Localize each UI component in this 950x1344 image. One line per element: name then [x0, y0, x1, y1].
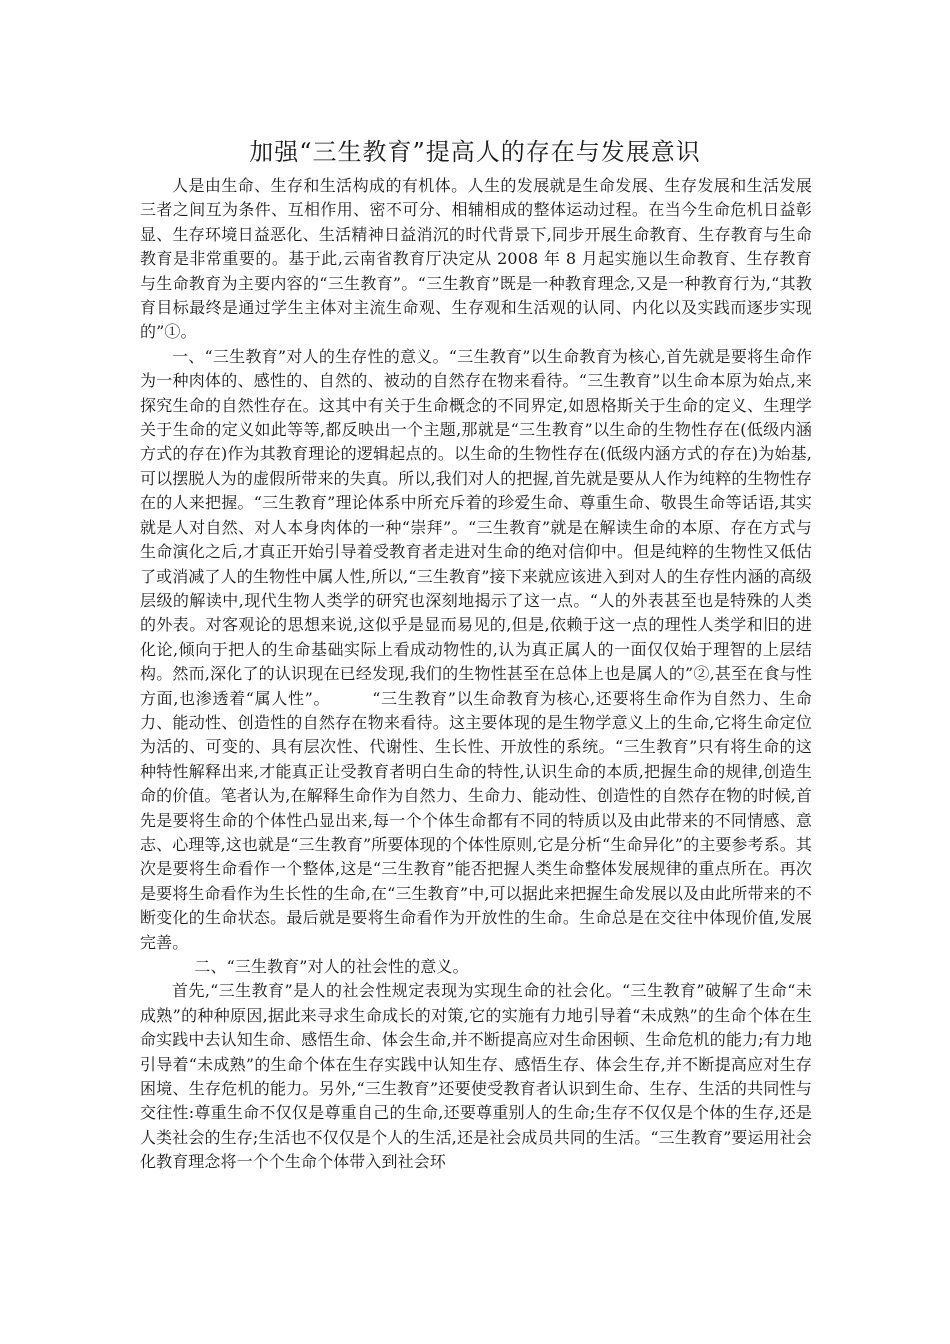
document-body: [140, 174, 812, 1175]
paragraph-section-two: 首先,“三生教育”是人的社会性规定表现为实现生命的社会化。“三生教育”破解了生命“未成熟”的种种原因,据此来寻求生命成长的对策,它的实施有力地引导着“未成熟”的生命个体在生命实践中去认知生命、感悟生命、体会生命,并不断提高应对生命困顿、生命危机的能力;有力地引导着“未成熟”的生命个体在生存实践中认知生存、感悟生存、体会生存,并不断提高应对生存困境、生存危机的能力。另外,“三生教育”还要使受教育者认识到生命、生存、生活的共同性与交往性:尊重生命不仅仅是尊重自己的生命,还要尊重别人的生命;生存不仅仅是个体的生存,还是人类社会的生存;生活也不仅仅是个人的生活,还是社会成员共同的生活。“三生教育”要运用社会化教育理念将一个个生命个体带入到社会环: [140, 981, 812, 1172]
document-title: 加强“三生教育”提高人的存在与发展意识: [249, 138, 701, 166]
paragraph-intro: 人是由生命、生存和生活构成的有机体。人生的发展就是生命发展、生存发展和生活发展三者之间互为条件、互相作用、密不可分、相辅相成的整体运动过程。在当今生命危机日益彰显、生存环境日益恶化、生活精神日益消沉的时代背景下,同步开展生命教育、生存教育与生命教育是非常重要的。基于此,云南省教育厅决定从 2008 年 8 月起实施以生命教育、生存教育与生命教育为主要内容的“三生教育”。“三生教育”既是一种教育理念,又是一种教育行为,“其教育目标最终是通过学生主体对主流生命观、生存观和生活观的认同、内化以及实践而逐步实现的”①。: [140, 176, 812, 342]
section-two-heading: 二、“三生教育”对人的社会性的意义。: [194, 957, 469, 976]
paragraph-section-one: 一、“三生教育”对人的生存性的意义。“三生教育”以生命教育为核心,首先就是要将生命作为一种肉体的、感性的、自然的、被动的自然存在物来看待。“三生教育”以生命本原为始点,来探究生命的自然性存在。这其中有关于生命概念的不同界定,如恩格斯关于生命的定义、生理学关于生命的定义如此等等,都反映出一个主题,那就是“三生教育”以生命的生物性存在(低级内涵方式的存在)作为其教育理论的逻辑起点的。以生命的生物性存在(低级内涵方式的存在)为始基,可以摆脱人为的虚假所带来的失真。所以,我们对人的把握,首先就是要从人作为纯粹的生物性存在的人来把握。“三生教育”理论体系中所充斥着的珍爱生命、尊重生命、敬畏生命等话语,其实就是人对自然、对人本身肉体的一种“崇拜”。“三生教育”就是在解读生命的本原、存在方式与生命演化之后,才真正开始引导着受教育者走进对生命的绝对信仰中。但是纯粹的生物性又低估了或消减了人的生物性中属人性,所以,“三生教育”接下来就应该进入到对人的生存性内涵的高级层级的解读中,现代生物人类学的研究也深刻地揭示了这一点。“人的外表甚至也是特殊的人类的外表。对客观论的思想来说,这似乎是显而易见的,但是,依赖于这一点的理性人类学和旧的进化论,倾向于把人的生命基础实际上看成动物性的,认为真正属人的一面仅仅始于理智的上层结构。然而,深化了的认识现在已经发现,我们的生物性甚至在总体上也是属人的”②,甚至在食与性方面,也渗透着“属人性”。 “三生教育”以生命教育为核心,还要将生命作为自然力、生命力、能动性、创造性的自然存在物来看待。这主要体现的是生物学意义上的生命,它将生命定位为活的、可变的、具有层次性、代谢性、生长性、开放性的系统。“三生教育”只有将生命的这种特性解释出来,才能真正让受教育者明白生命的特性,认识生命的本质,把握生命的规律,创造生命的价值。笔者认为,在解释生命作为自然力、生命力、能动性、创造性的自然存在物的时候,首先是要将生命的个体性凸显出来,每一个个体生命都有不同的特质以及由此带来的不同情感、意志、心理等,这也就是“三生教育”所要体现的个体性原则,它是分析“生命异化”的主要参考系。其次是要将生命看作一个整体,这是“三生教育”能否把握人类生命整体发展规律的重点所在。再次是要将生命看作为生长性的生命,在“三生教育”中,可以据此来把握生命发展以及由此所带来的不断变化的生命状态。最后就是要将生命看作为开放性的生命。生命总是在交往中体现价值,发展完善。: [140, 346, 812, 952]
